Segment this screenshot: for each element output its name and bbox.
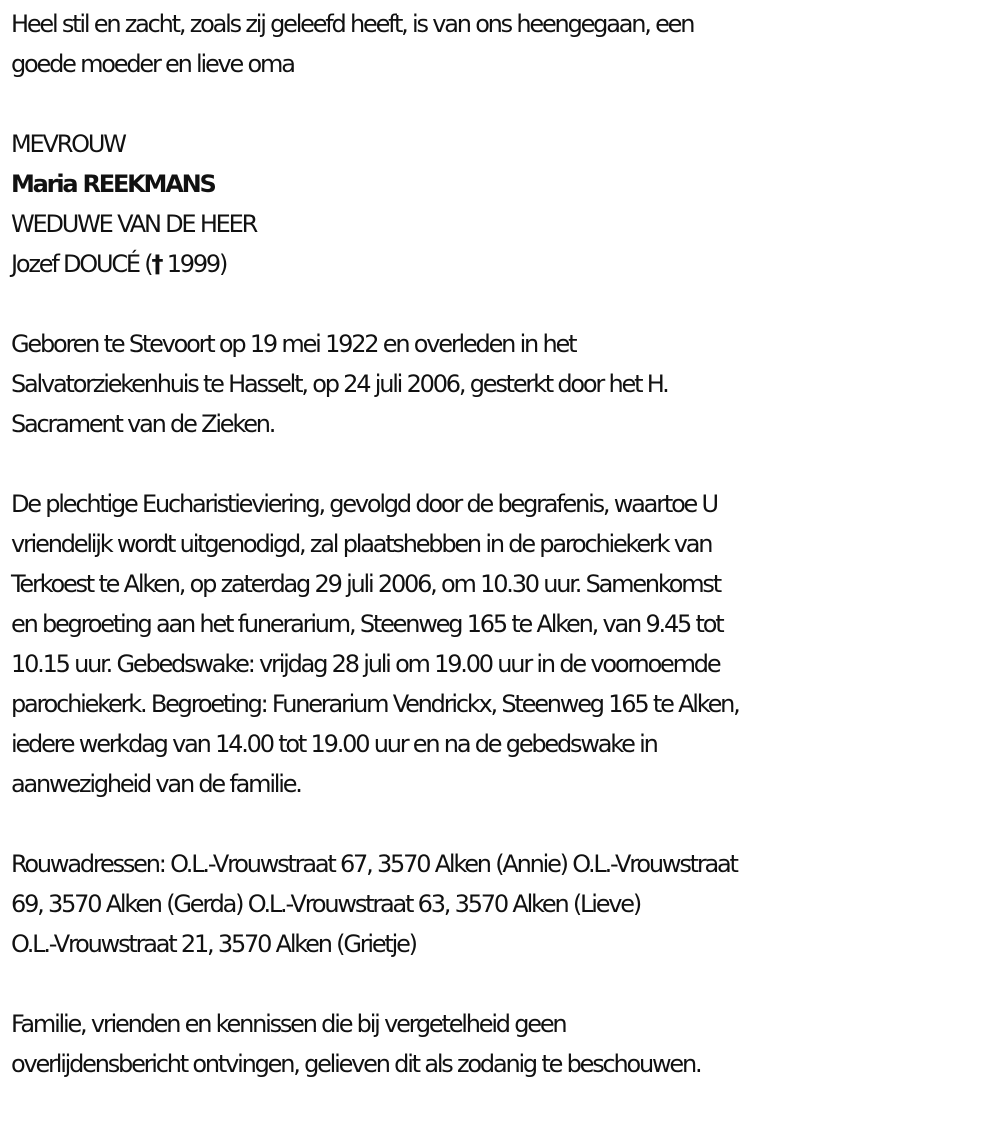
closing-paragraph [11,1004,993,1084]
text-line: overlijdensbericht ontvingen, gelieven dit als zodanig te beschouwen. [11,1050,701,1078]
widow-label: WEDUWE VAN DE HEER [11,210,257,238]
obituary-notice [11,4,993,1084]
text-line: iedere werkdag van 14.00 tot 19.00 uur en na de gebedswake in [11,730,657,758]
text-line: Familie, vrienden en kennissen die bij vergetelheid geen [11,1010,566,1038]
deceased-name: Maria REEKMANS [11,170,215,198]
text-line: 10.15 uur. Gebedswake: vrijdag 28 juli om 19.00 uur in de voornoemde [11,650,720,678]
text-line: Terkoest te Alken, op zaterdag 29 juli 2006, om 10.30 uur. Samenkomst [11,570,720,598]
text-line: Salvatorziekenhuis te Hasselt, op 24 juli 2006, gesterkt door het H. [11,370,668,398]
text-line: Heel stil en zacht, zoals zij geleefd heeft, is van ons heengegaan, een [11,10,694,38]
text-line: 69, 3570 Alken (Gerda) O.L.-Vrouwstraat 63, 3570 Alken (Lieve) [11,890,640,918]
text-line: en begroeting aan het funerarium, Steenweg 165 te Alken, van 9.45 tot [11,610,723,638]
deceased-block [11,124,993,284]
birth-death-paragraph [11,324,993,444]
spouse-line [11,244,993,284]
ceremony-paragraph [11,484,993,804]
paragraph-gap [11,804,993,844]
text-line: aanwezigheid van de familie. [11,770,301,798]
paragraph-gap [11,444,993,484]
text-line: goede moeder en lieve oma [11,50,294,78]
cross-icon: † [151,250,162,278]
title-prefix: MEVROUW [11,130,125,158]
text-line: parochiekerk. Begroeting: Funerarium Vendrickx, Steenweg 165 te Alken, [11,690,739,718]
text-line: De plechtige Eucharistieviering, gevolgd door de begrafenis, waartoe U [11,490,717,518]
text-line: Rouwadressen: O.L.-Vrouwstraat 67, 3570 Alken (Annie) O.L.-Vrouwstraat [11,850,737,878]
paragraph-gap [11,84,993,124]
text-line: O.L.-Vrouwstraat 21, 3570 Alken (Grietje) [11,930,416,958]
paragraph-gap [11,964,993,1004]
spouse-year: 1999) [166,250,227,278]
text-line: Geboren te Stevoort op 19 mei 1922 en overleden in het [11,330,576,358]
text-line: vriendelijk wordt uitgenodigd, zal plaatshebben in de parochiekerk van [11,530,712,558]
text-line: Sacrament van de Zieken. [11,410,275,438]
paragraph-gap [11,284,993,324]
addresses-paragraph [11,844,993,964]
spouse-name: Jozef DOUCÉ ( [11,250,152,278]
intro-paragraph [11,4,993,84]
